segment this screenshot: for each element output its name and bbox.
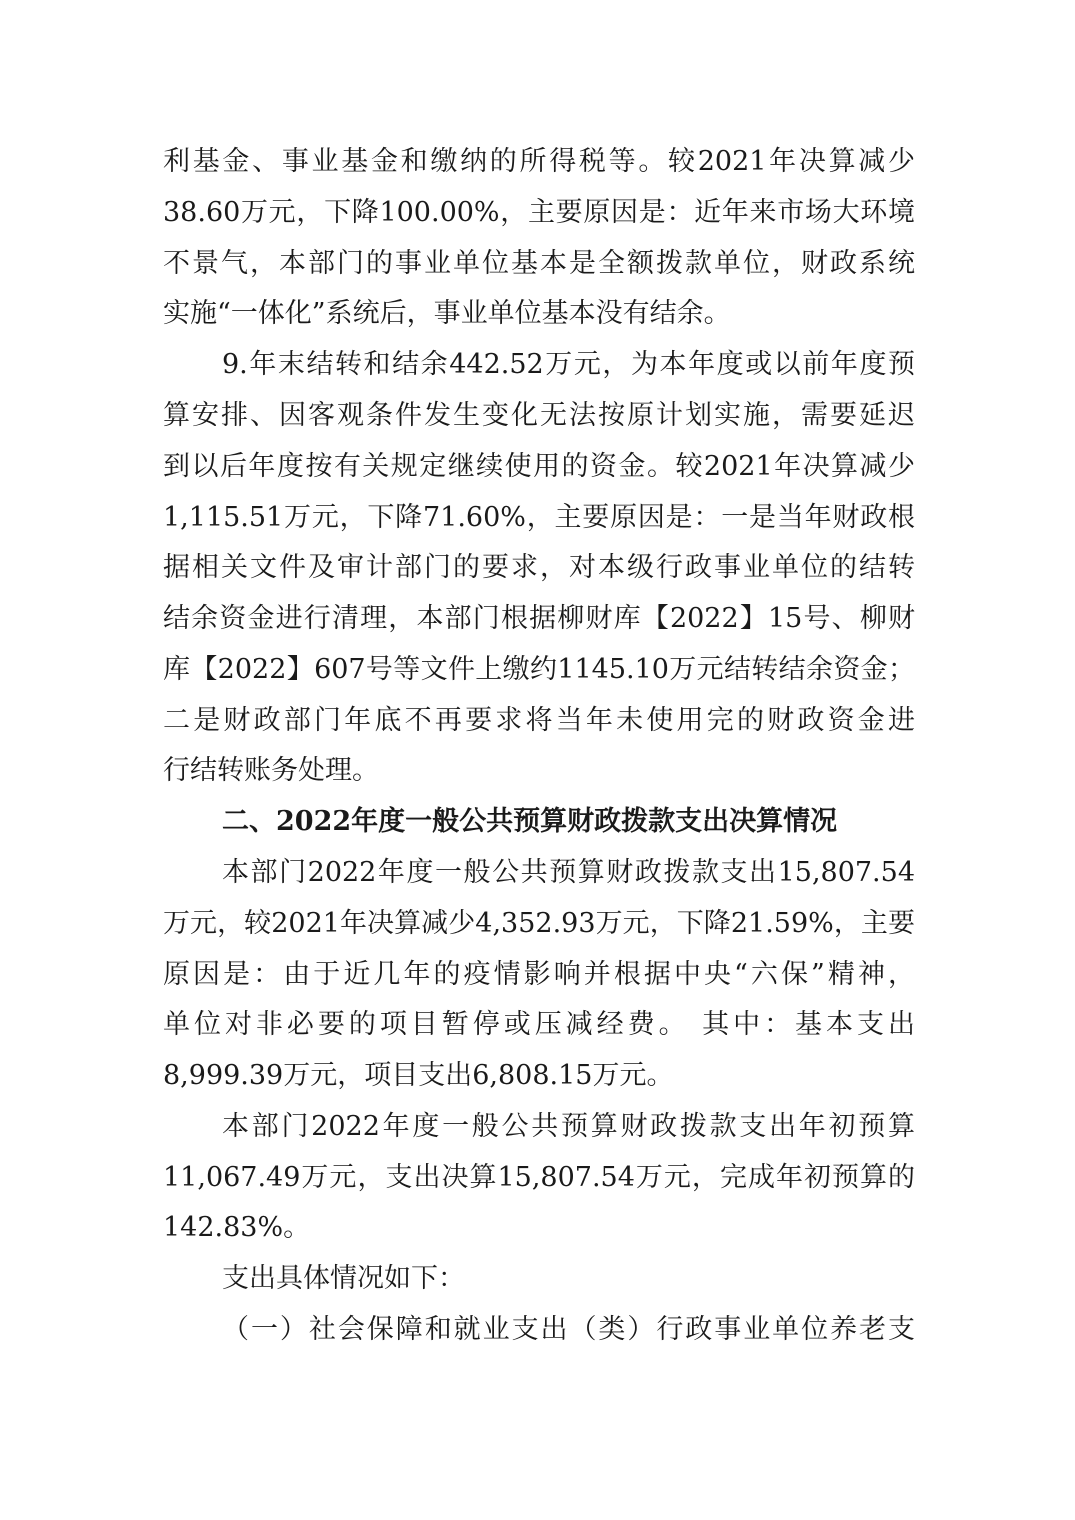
paragraph-line: 库【2022】607号等文件上缴约1145.10万元结转结余资金；	[163, 654, 915, 685]
paragraph-line: 实施“一体化”系统后，事业单位基本没有结余。	[163, 298, 731, 329]
paragraph-line: 38.60万元，下降100.00%，主要原因是：近年来市场大环境	[163, 197, 915, 228]
paragraph-line: 1,115.51万元，下降71.60%，主要原因是：一是当年财政根	[163, 502, 915, 533]
paragraph-line: 二是财政部门年底不再要求将当年未使用完的财政资金进	[163, 705, 915, 736]
paragraph-line: 利基金、事业基金和缴纳的所得税等。较2021年决算减少	[163, 146, 915, 177]
paragraph-line: 142.83%。	[163, 1212, 311, 1243]
paragraph-line: 到以后年度按有关规定继续使用的资金。较2021年决算减少	[163, 451, 915, 482]
paragraph-line: 结余资金进行清理，本部门根据柳财库【2022】15号、柳财	[163, 603, 915, 634]
section-heading: 二、2022年度一般公共预算财政拨款支出决算情况	[222, 806, 838, 837]
paragraph-line: 11,067.49万元，支出决算15,807.54万元，完成年初预算的	[163, 1162, 915, 1193]
paragraph-line: 不景气，本部门的事业单位基本是全额拨款单位，财政系统	[163, 248, 915, 279]
paragraph-line: 算安排、因客观条件发生变化无法按原计划实施，需要延迟	[163, 400, 915, 431]
paragraph-line: 支出具体情况如下：	[222, 1263, 465, 1294]
paragraph-line: 原因是：由于近几年的疫情影响并根据中央“六保”精神，	[163, 959, 915, 990]
paragraph-line: （一）社会保障和就业支出（类）行政事业单位养老支	[222, 1314, 915, 1345]
paragraph-line: 8,999.39万元，项目支出6,808.15万元。	[163, 1060, 674, 1091]
paragraph-line: 9.年末结转和结余442.52万元，为本年度或以前年度预	[222, 349, 915, 380]
paragraph-line: 行结转账务处理。	[163, 755, 379, 786]
paragraph-line: 单位对非必要的项目暂停或压减经费。 其中：基本支出	[163, 1009, 915, 1040]
paragraph-line: 本部门2022年度一般公共预算财政拨款支出年初预算	[222, 1111, 915, 1142]
paragraph-line: 本部门2022年度一般公共预算财政拨款支出15,807.54	[222, 857, 915, 888]
paragraph-line: 据相关文件及审计部门的要求，对本级行政事业单位的结转	[163, 552, 915, 583]
paragraph-line: 万元，较2021年决算减少4,352.93万元，下降21.59%，主要	[163, 908, 915, 939]
